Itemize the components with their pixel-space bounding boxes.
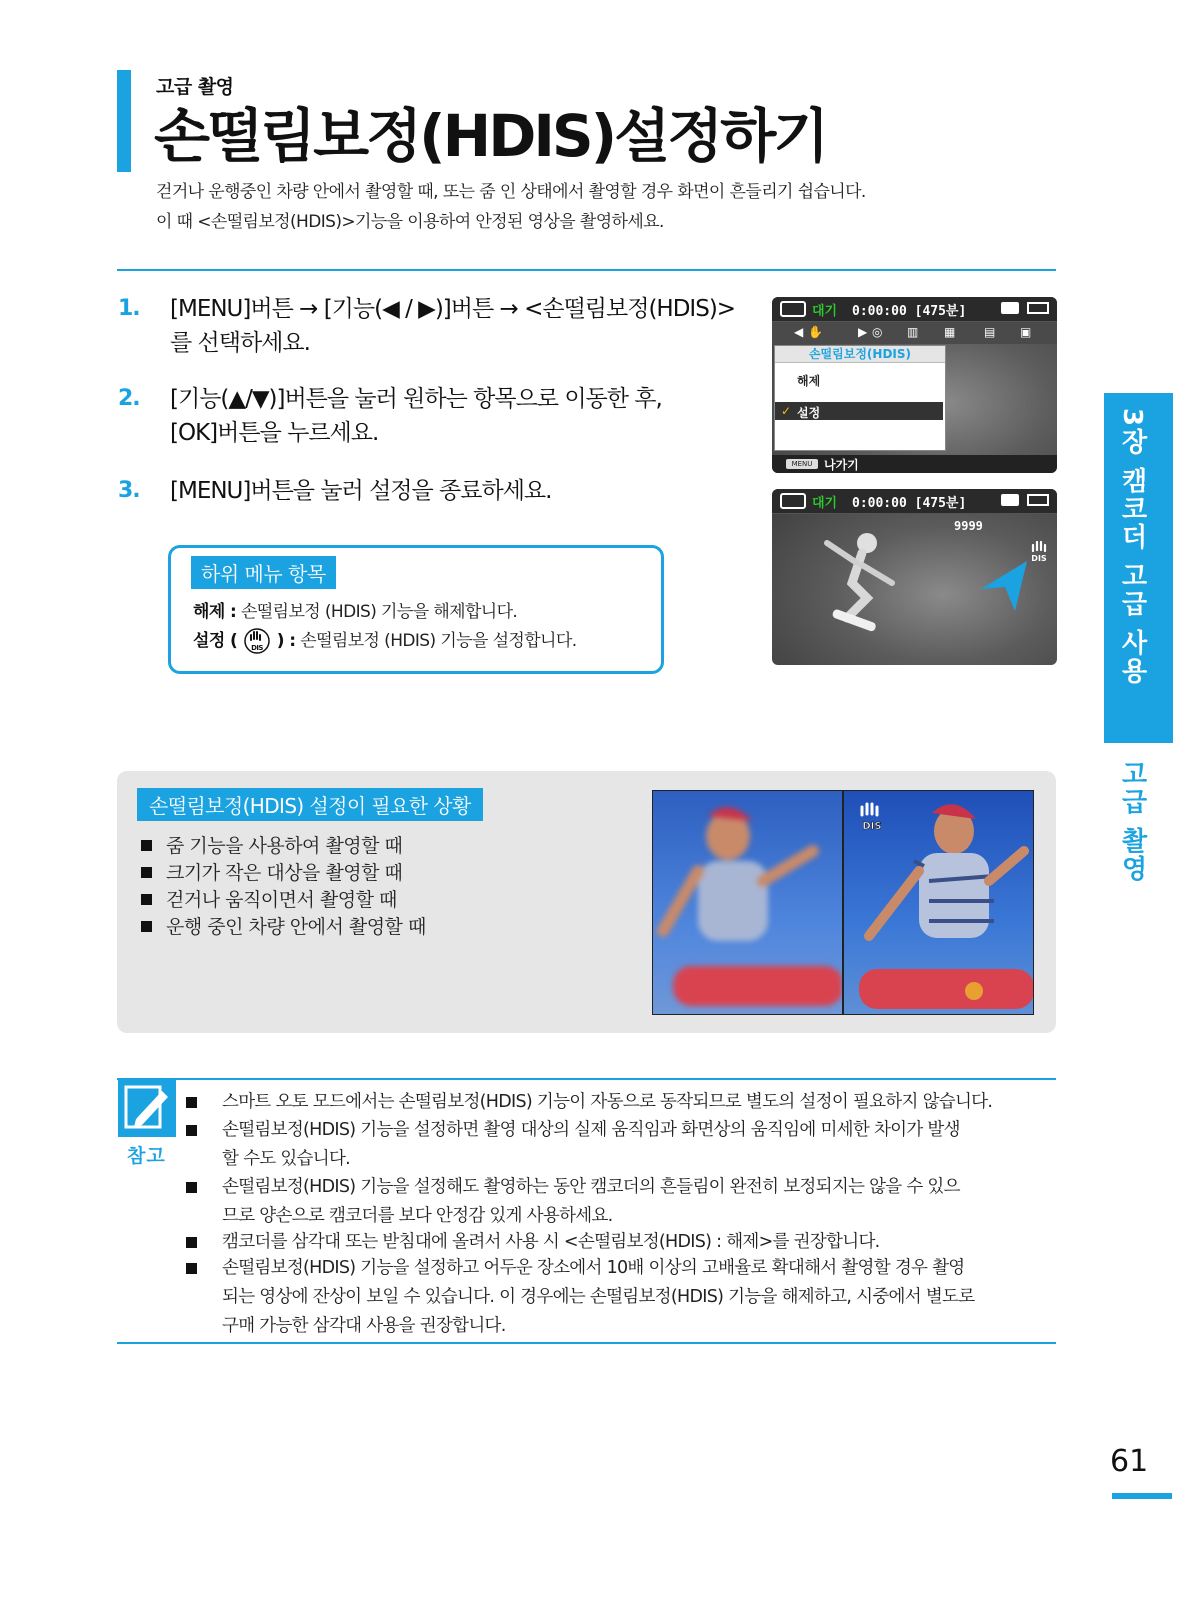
svg-text:DIS: DIS	[1031, 554, 1047, 563]
submenu-off-line	[193, 597, 517, 622]
step-number: 3.	[118, 478, 140, 503]
setting-icon: ▤	[984, 325, 996, 339]
submenu-on-desc: 손떨림보정 (HDIS) 기능을 설정합니다.	[300, 631, 577, 651]
right-arrow-icon: ▶	[858, 325, 868, 339]
bullet-icon	[141, 867, 152, 878]
note-item: 손떨림보정(HDIS) 기능을 설정하면 촬영 대상의 실제 움직임과 화면상의 움직임에 미세한 차이가 발생 할 수도 있습니다.	[186, 1116, 1056, 1174]
step-2	[118, 382, 778, 450]
function-icon-row	[772, 322, 1057, 344]
setting-icon: ▣	[1020, 325, 1032, 339]
page-title: 손떨림보정(HDIS)설정하기	[154, 102, 827, 170]
situation-item: 크기가 작은 대상을 촬영할 때	[141, 858, 402, 885]
setting-icon: ▦	[944, 325, 956, 339]
menu-button-icon: MENU	[786, 459, 818, 469]
photo-count: 9999	[954, 519, 983, 533]
svg-text:DIS: DIS	[251, 644, 263, 652]
menu-item-on[interactable]: 설정	[797, 406, 821, 420]
left-arrow-icon: ◀	[794, 325, 804, 339]
battery-icon	[1027, 302, 1049, 314]
hdis-menu-panel	[774, 345, 946, 451]
divider	[117, 1078, 1056, 1080]
cursor-arrow-icon	[977, 557, 1033, 613]
intro-text	[156, 177, 866, 237]
photo-with-hdis	[843, 790, 1034, 1015]
note-item: 스마트 오토 모드에서는 손떨림보정(HDIS) 기능이 자동으로 동작되므로 별도의 설정이 필요하지 않습니다.	[186, 1088, 1056, 1117]
divider	[117, 1342, 1056, 1344]
chapter-tab-label: 3장 캠코더 고급 사용	[1117, 408, 1147, 686]
situation-item: 운행 중인 차량 안에서 촬영할 때	[141, 912, 426, 939]
step-1	[118, 292, 778, 360]
note-label: 참고	[127, 1145, 166, 1167]
bullet-icon	[186, 1182, 197, 1193]
bullet-icon	[186, 1125, 197, 1136]
step-line: [MENU]버튼을 눌러 설정을 종료하세요.	[170, 478, 552, 504]
menu-title: 손떨림보정(HDIS)	[775, 346, 945, 363]
divider	[117, 269, 1056, 271]
camcorder-screen-menu	[772, 297, 1057, 473]
bullet-icon	[186, 1263, 197, 1274]
note-item: 캠코더를 삼각대 또는 받침대에 올려서 사용 시 <손떨림보정(HDIS) : 해제>를 권장합니다.	[186, 1228, 1056, 1257]
note-item: 손떨림보정(HDIS) 기능을 설정하고 어두운 장소에서 10배 이상의 고배율로 확대해서 촬영할 경우 촬영 되는 영상에 잔상이 보일 수 있습니다. 이 경우에는 손떨림보정(HDIS) 기능을 해제하고, 시중에서 별도로 구매 가능한 삼각대 사용을 권장합니다.	[186, 1254, 1056, 1341]
screen-status-bar	[772, 297, 1057, 322]
bullet-icon	[141, 840, 152, 851]
bullet-icon	[186, 1237, 197, 1248]
screen-status-bar	[772, 489, 1057, 514]
bullet-icon	[141, 921, 152, 932]
mode-label: 대기	[812, 496, 838, 511]
menu-item-off[interactable]: 해제	[797, 374, 821, 388]
step-number: 1.	[118, 296, 140, 321]
situation-item: 줌 기능을 사용하여 촬영할 때	[141, 831, 402, 858]
exit-label: 나가기	[824, 458, 859, 472]
check-icon: ✓	[781, 404, 792, 418]
time-remaining: 0:00:00 [475분]	[852, 496, 967, 511]
camera-mode-icon	[780, 301, 806, 317]
pencil-note-icon	[118, 1079, 176, 1137]
photo-without-hdis	[652, 790, 843, 1015]
step-line: 를 선택하세요.	[170, 330, 310, 356]
battery-icon	[1027, 494, 1049, 506]
chapter-sub-label: 고급 촬영	[1117, 760, 1147, 884]
camcorder-screen-record	[772, 489, 1057, 665]
step-line: [OK]버튼을 누르세요.	[170, 420, 379, 446]
page-number-bar	[1112, 1493, 1172, 1499]
bullet-icon	[186, 1097, 197, 1108]
submenu-on-line	[193, 626, 577, 654]
section-label: 고급 촬영	[156, 76, 234, 98]
skateboarder-figure	[812, 523, 902, 633]
camera-mode-icon	[780, 493, 806, 509]
setting-icon: ◎	[872, 325, 883, 339]
hand-dis-icon	[854, 801, 890, 831]
submenu-on-label-end: ) :	[276, 631, 296, 651]
step-line: [기능(▲/▼)]버튼을 눌러 원하는 항목으로 이동한 후,	[170, 386, 662, 412]
submenu-on-label: 설정 (	[193, 631, 238, 651]
situation-title: 손떨림보정(HDIS) 설정이 필요한 상황	[137, 788, 483, 821]
situation-item: 걷거나 움직이면서 촬영할 때	[141, 885, 397, 912]
screen-bottom-bar	[772, 455, 1057, 473]
setting-icon: ▥	[907, 325, 919, 339]
step-line: [MENU]버튼 → [기능(◀ / ▶)]버튼 → <손떨림보정(HDIS)>	[170, 296, 736, 322]
title-accent-bar	[117, 70, 131, 172]
bullet-icon	[141, 894, 152, 905]
submenu-off-label: 해제 :	[193, 602, 237, 622]
intro-line-2: 이 때 <손떨림보정(HDIS)>기능을 이용하여 안정된 영상을 촬영하세요.	[156, 212, 664, 232]
submenu-title: 하위 메뉴 항목	[191, 556, 336, 589]
page-number: 61	[1110, 1444, 1149, 1479]
hand-dis-icon	[242, 628, 272, 654]
hand-dis-icon: ✋	[808, 325, 823, 339]
time-remaining: 0:00:00 [475분]	[852, 304, 967, 319]
svg-text:DIS: DIS	[862, 821, 882, 831]
step-number: 2.	[118, 386, 140, 411]
intro-line-1: 걷거나 운행중인 차량 안에서 촬영할 때, 또는 줌 인 상태에서 촬영할 경우 화면이 흔들리기 쉽습니다.	[156, 182, 866, 202]
submenu-off-desc: 손떨림보정 (HDIS) 기능을 해제합니다.	[240, 602, 518, 622]
note-item: 손떨림보정(HDIS) 기능을 설정해도 촬영하는 동안 캠코더의 흔들림이 완전히 보정되지는 않을 수 있으 므로 양손으로 캠코더를 보다 안정감 있게 사용하세요.	[186, 1173, 1056, 1231]
mode-label: 대기	[812, 304, 838, 319]
memory-card-icon	[1001, 302, 1019, 314]
memory-card-icon	[1001, 494, 1019, 506]
step-3	[118, 474, 778, 508]
